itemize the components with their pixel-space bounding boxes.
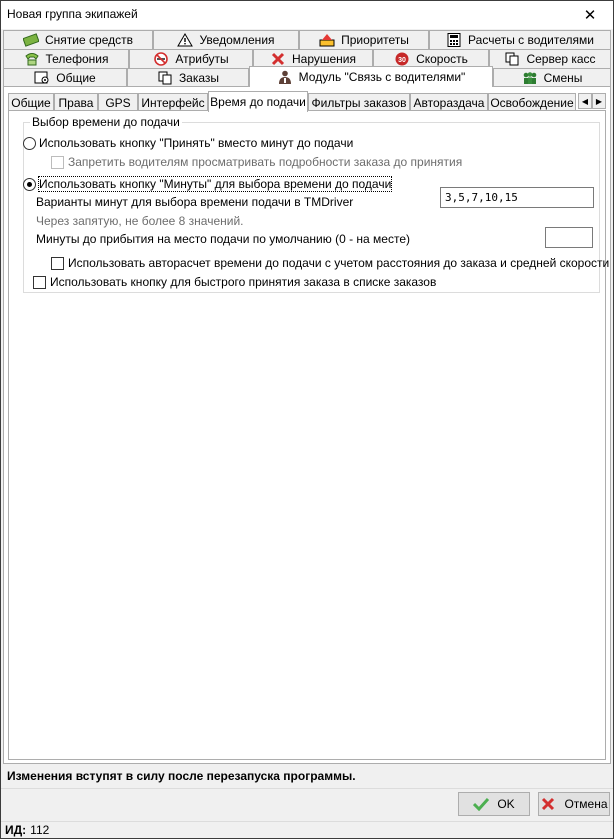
inner-tab-general[interactable]: Общие	[8, 93, 54, 111]
tab-withdrawals[interactable]	[3, 30, 153, 49]
tab-label: Скорость	[416, 52, 468, 66]
warning-icon	[177, 33, 193, 47]
id-value: 112	[30, 823, 50, 837]
tab-shifts[interactable]	[493, 68, 611, 87]
autocalc-option[interactable]	[51, 256, 609, 270]
forbid-details-checkbox	[51, 156, 64, 169]
tab-attributes[interactable]	[129, 49, 253, 68]
tab-label: Общие	[56, 71, 96, 85]
tab-label: Расчеты с водителями	[468, 33, 594, 47]
svg-text:30: 30	[398, 57, 406, 64]
variants-input[interactable]: 3,5,7,10,15	[440, 187, 594, 208]
use-minutes-radio[interactable]	[23, 178, 36, 191]
cancel-x-icon	[540, 797, 556, 811]
tab-label: Нарушения	[291, 52, 356, 66]
tab-label: Уведомления	[199, 33, 275, 47]
inner-tab-release[interactable]: Освобождение	[488, 93, 576, 111]
inner-tab-arrival-time[interactable]: Время до подачи	[208, 91, 308, 112]
inner-tab-gps[interactable]: GPS	[98, 93, 138, 111]
window-title: Новая группа экипажей	[7, 7, 138, 21]
phone-icon	[24, 52, 40, 66]
arrival-time-groupbox	[23, 115, 610, 293]
tab-label: Телефония	[45, 52, 109, 66]
inner-tab-order-filters[interactable]: Фильтры заказов	[308, 93, 410, 111]
tab-telephony[interactable]	[3, 49, 129, 68]
red-x-icon	[270, 52, 286, 66]
id-label: ИД:	[5, 823, 27, 837]
forbid-details-label: Запретить водителям просматривать подробности заказа до принятия	[68, 155, 463, 169]
variants-label: Варианты минут для выбора времени подачи в TMDriver	[36, 195, 354, 209]
footer-separator	[1, 788, 613, 789]
cancel-button[interactable]	[538, 792, 610, 816]
ok-button[interactable]	[458, 792, 530, 816]
tab-label: Снятие средств	[45, 33, 133, 47]
tab-scroll-right-button[interactable]: ▶	[592, 93, 606, 109]
status-bar	[1, 821, 613, 838]
quick-accept-label: Использовать кнопку для быстрого принятия заказа в списке заказов	[50, 275, 437, 289]
use-accept-button-option[interactable]	[23, 136, 353, 150]
restart-notice: Изменения вступят в силу после перезапуска программы.	[7, 769, 356, 783]
title-bar	[1, 1, 613, 29]
speed-limit-icon	[394, 52, 410, 66]
autocalc-checkbox[interactable]	[51, 257, 64, 270]
ok-label: OK	[497, 797, 515, 811]
tab-label: Приоритеты	[341, 33, 409, 47]
tab-driver-communication-module[interactable]	[249, 66, 493, 87]
tab-driver-settlements[interactable]	[429, 30, 611, 49]
variants-row	[36, 195, 353, 209]
module-panel	[3, 86, 611, 764]
tab-label: Смены	[543, 71, 583, 85]
quick-accept-option[interactable]	[33, 275, 436, 289]
default-minutes-label: Минуты до прибытия на место подачи по умолчанию (0 - на месте)	[36, 232, 411, 246]
autocalc-label: Использовать авторасчет времени до подачи с учетом расстояния до заказа и средней скорости	[68, 256, 610, 270]
inner-tab-interface[interactable]: Интерфейс	[138, 93, 208, 111]
arrival-time-panel	[8, 110, 610, 760]
default-minutes-input[interactable]	[545, 227, 593, 248]
variants-hint-row	[36, 214, 244, 228]
copy-icon	[504, 52, 520, 66]
default-minutes-row	[36, 232, 410, 246]
settings-window-icon	[34, 71, 50, 85]
use-minutes-button-option[interactable]	[23, 177, 391, 191]
cancel-label: Отмена	[564, 797, 608, 811]
use-accept-radio[interactable]	[23, 137, 36, 150]
groupbox-title: Выбор времени до подачи	[32, 115, 180, 129]
no-smoking-icon	[153, 52, 169, 66]
tab-row-3	[3, 68, 611, 87]
check-icon	[473, 797, 489, 811]
inner-tab-auto-dispatch[interactable]: Автораздача	[410, 93, 488, 111]
tab-priorities[interactable]	[299, 30, 429, 49]
tab-cash-server[interactable]	[489, 49, 611, 68]
priority-icon	[319, 33, 335, 47]
tab-label: Модуль "Связь с водителями"	[298, 70, 466, 84]
quick-accept-checkbox[interactable]	[33, 276, 46, 289]
tab-label: Сервер касс	[526, 52, 596, 66]
tab-scroll-left-button[interactable]: ◀	[578, 93, 592, 109]
tab-general[interactable]	[3, 68, 127, 87]
copy-icon	[157, 71, 173, 85]
use-minutes-label: Использовать кнопку "Минуты" для выбора времени до подачи	[39, 177, 392, 191]
forbid-details-option	[51, 155, 462, 169]
tab-notifications[interactable]	[153, 30, 299, 49]
inner-tab-rights[interactable]: Права	[54, 93, 98, 111]
variants-hint: Через запятую, не более 8 значений.	[36, 214, 244, 228]
close-button[interactable]: ✕	[583, 7, 597, 24]
calculator-icon	[446, 33, 462, 47]
people-icon	[522, 71, 538, 85]
driver-icon	[277, 70, 293, 84]
tab-label: Атрибуты	[175, 52, 229, 66]
tab-row-1	[3, 30, 611, 49]
use-accept-label: Использовать кнопку "Принять" вместо минут до подачи	[39, 136, 354, 150]
money-icon	[23, 33, 39, 47]
tab-label: Заказы	[178, 71, 220, 85]
inner-tab-strip	[8, 91, 606, 111]
tab-orders[interactable]	[127, 68, 249, 87]
